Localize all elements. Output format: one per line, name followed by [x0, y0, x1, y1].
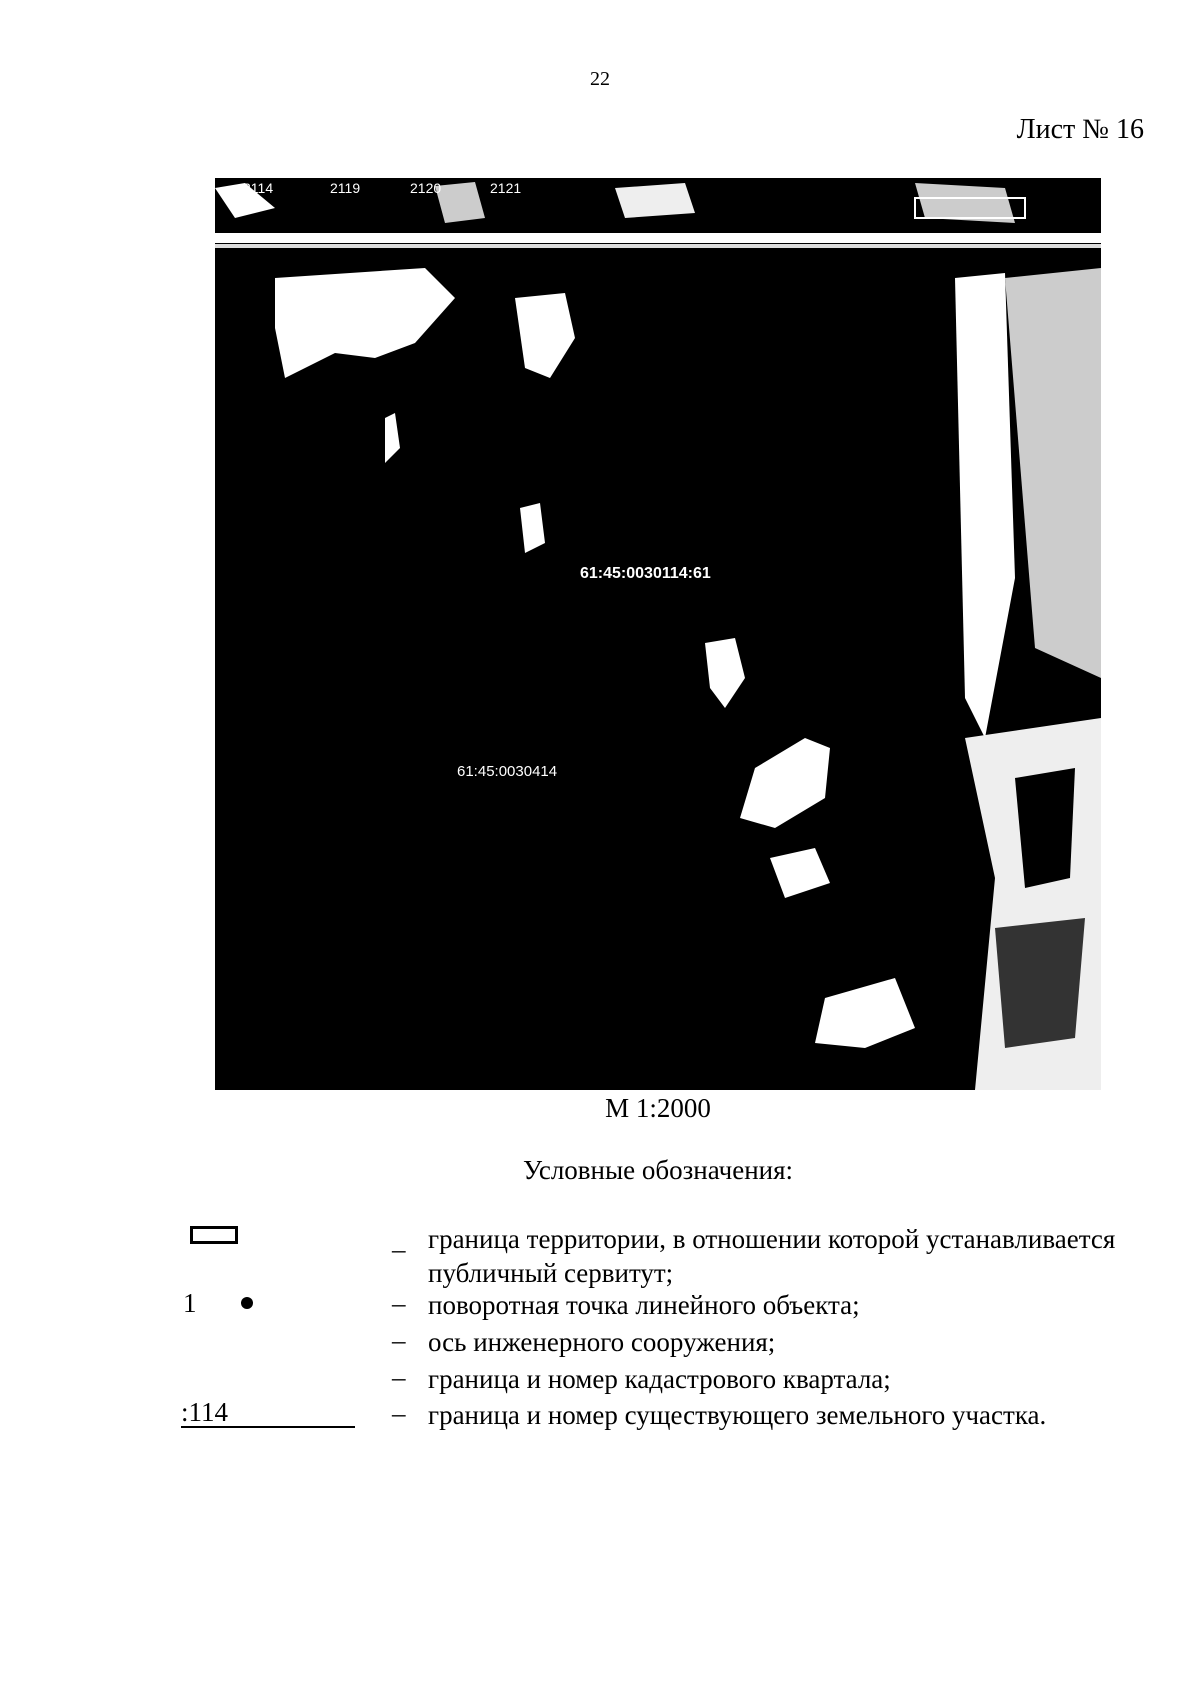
map-quarter-label: 61:45:0030114:61 [580, 565, 711, 582]
legend-dash: – [392, 1234, 406, 1264]
legend-item [0, 1325, 1200, 1361]
legend-title: Условные обозначения: [522, 1155, 794, 1185]
point-dot-icon [241, 1297, 253, 1309]
page-number: 22 [590, 68, 610, 90]
legend-dash: – [392, 1325, 406, 1355]
satellite-map [215, 178, 1101, 1090]
map-parcel-label: 2119 [330, 180, 361, 196]
map-parcel-number: 61:45:0030414 [457, 763, 558, 780]
map-parcel-label: 2120 [410, 180, 442, 196]
legend-text: граница и номер существующего земельного участка. [428, 1400, 1047, 1430]
legend-text: граница и номер кадастрового квартала; [428, 1364, 891, 1394]
map-scale: М 1:2000 [605, 1093, 711, 1123]
legend-item [0, 1288, 1200, 1324]
legend-item [0, 1398, 1200, 1434]
legend-dash: – [392, 1288, 406, 1318]
point-number-label: 1 [183, 1288, 197, 1318]
road-strip [215, 233, 1101, 243]
legend-item [0, 1362, 1200, 1398]
map-image [215, 178, 1101, 1090]
legend-text: граница территории, в отношении которой устанавливается публичный сервитут; [428, 1224, 1116, 1288]
legend-dash: – [392, 1398, 406, 1428]
rectangle-outline-icon [190, 1226, 238, 1244]
legend-dash: – [392, 1362, 406, 1392]
parcel-line-icon: :114 [181, 1398, 355, 1428]
sheet-label: Лист № 16 [1016, 114, 1144, 145]
legend-item [0, 1222, 1200, 1292]
map-parcel-label: 2121 [490, 180, 522, 196]
legend-text: ось инженерного сооружения; [428, 1327, 776, 1357]
map-parcel-label: 2114 [243, 180, 274, 196]
legend-text: поворотная точка линейного объекта; [428, 1290, 860, 1320]
